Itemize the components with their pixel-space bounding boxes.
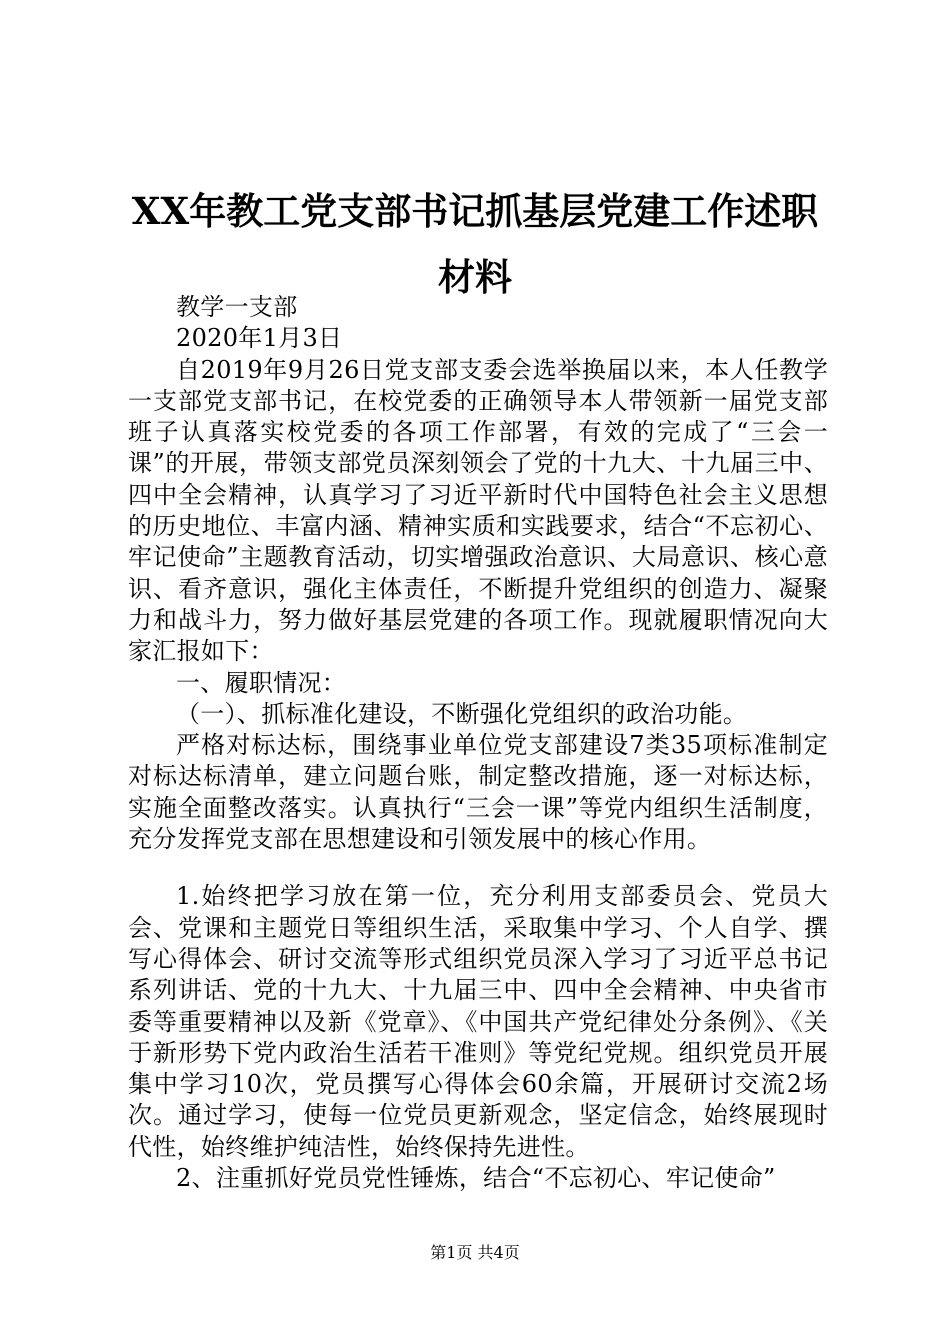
document-body bbox=[128, 292, 828, 1194]
training-paragraph: 2、注重抓好党员党性锤炼，结合“不忘初心、牢记使命” bbox=[176, 1164, 776, 1193]
date-line: 2020年1月3日 bbox=[176, 324, 343, 353]
section-heading: 一、履职情况： bbox=[176, 668, 347, 697]
document-title: XX年教工党支部书记抓基层党建工作述职材料 bbox=[131, 189, 819, 299]
subsection-heading: （一）、抓标准化建设，不断强化党组织的政治功能。 bbox=[176, 699, 748, 728]
intro-paragraph: 自2019年9月26日党支部支委会选举换届以来，本人任教学一支部党支部书记，在校党委的正确领导本人带领新一届党支部班子认真落实校党委的各项工作部署，有效的完成了“三会一课”的开展，带领支部党员深刻领会了党的十九大、十九届三中、四中全会精神，认真学习了习近平新时代中国特色社会主义思想的历史地位、丰富内涵、精神实质和实践要求，结合“不忘初心、牢记使命”主题教育活动，切实增强政治意识、大局意识、核心意识、看齐意识，强化主体责任，不断提升党组织的创造力、凝聚力和战斗力，努力做好基层党建的各项工作。现就履职情况向大家汇报如下： bbox=[128, 355, 828, 666]
study-paragraph: 1.始终把学习放在第一位，充分利用支部委员会、党员大会、党课和主题党日等组织生活，采取集中学习、个人自学、撰写心得体会、研讨交流等形式组织党员深入学习了习近平总书记系列讲话、党的十九大、十九届三中、四中全会精神、中央省市委等重要精神以及新《党章》、《中国共产党纪律处分条例》、《关于新形势下党内政治生活若干准则》等党纪党规。组织党员开展集中学习10次，党员撰写心得体会60余篇，开展研讨交流2场次。通过学习，使每一位党员更新观念，坚定信念，始终展现时代性，始终维护纯洁性，始终保持先进性。 bbox=[128, 882, 828, 1161]
department-line: 教学一支部 bbox=[176, 293, 298, 321]
standards-paragraph: 严格对标达标，围绕事业单位党支部建设7类35项标准制定对标达标清单，建立问题台账，制定整改措施，逐一对标达标，实施全面整改落实。认真执行“三会一课”等党内组织生活制度，充分发挥党支部在思想建设和引领发展中的核心作用。 bbox=[128, 731, 828, 854]
page-number: 第1页 共4页 bbox=[430, 1243, 520, 1262]
